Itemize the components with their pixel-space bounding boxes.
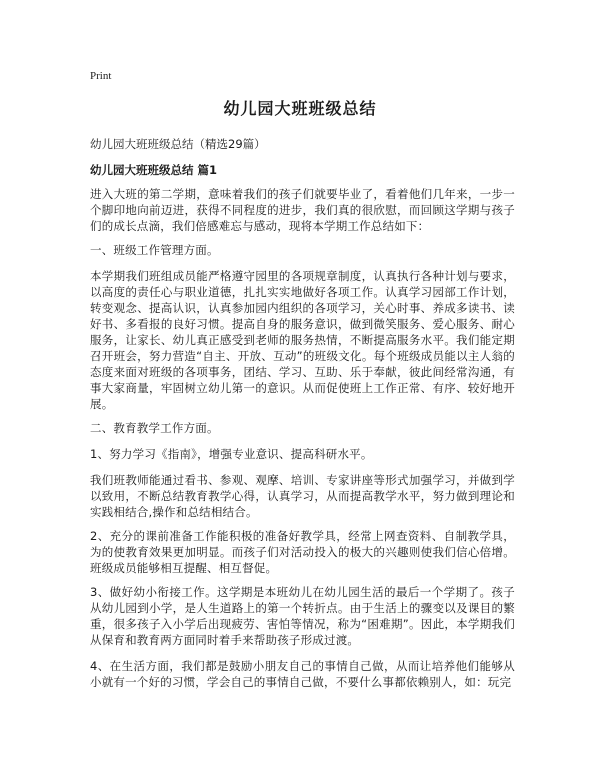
- print-label[interactable]: Print: [90, 70, 112, 82]
- heading-class-management: 一、班级工作管理方面。: [90, 243, 219, 257]
- document-subtitle: 幼儿园大班班级总结（精选29篇）: [90, 137, 266, 151]
- heading-teaching: 二、教育教学工作方面。: [90, 421, 219, 435]
- paragraph-study: 我们班教师能通过看书、参观、观摩、培训、专家讲座等形式加强学习，并做到学以致用，不断总结教育教学心得，认真学习，从而提高教学水平，努力做到理论和实践相结合,操作和总结相结合。: [90, 473, 515, 519]
- paragraph-class-management: 本学期我们班组成员能严格遵守园里的各项规章制度，认真执行各种计划与要求，以高度的责任心与职业道德，扎扎实实地做好各项工作。认真学习园部工作计划，转变观念、提高认识，认真参加园内组织的各项学习，关心时事、养成多读书、读好书、多看报的良好习惯。提高自身的服务意识，做到微笑服务、爱心服务、耐心服务，让家长、幼儿真正感受到老师的服务热情，不断提高服务水平。我们能定期召开班会，努力营造“自主、开放、互动”的班级文化。每个班级成员能以主人翁的态度来面对班级的各项事务，团结、学习、互助、乐于奉献，彼此间经常沟通，有事大家商量，牢固树立幼儿第一的意识。从而促使班上工作正常、有序、较好地开展。: [90, 269, 515, 411]
- paragraph-transition: 3、做好幼小衔接工作。这学期是本班幼儿在幼儿园生活的最后一个学期了。孩子从幼儿园到小学，是人生道路上的第一个转折点。由于生活上的骤变以及课目的繁重，很多孩子入小学后出现疲劳、害怕等情况，称为“困难期”。因此，本学期我们从保育和教育两方面同时着手来帮助孩子形成过渡。: [90, 585, 515, 647]
- paragraph-preparation: 2、充分的课前准备工作能积极的准备好教学具，经常上网查资料、自制教学具，为的使教育效果更加明显。而孩子们对活动投入的极大的兴趣则使我们信心倍增。班级成员能够相互提醒、相互督促。: [90, 529, 515, 575]
- heading-study-guide: 1、努力学习《指南》，增强专业意识、提高科研水平。: [90, 447, 373, 461]
- paragraph-life: 4、在生活方面，我们都是鼓励小朋友自己的事情自己做，从而让培养他们能够从小就有一个好的习惯，学会自己的事情自己做，不要什么事都依赖别人，如：玩完: [90, 659, 515, 689]
- section-heading: 幼儿园大班班级总结 篇1: [90, 163, 218, 177]
- document-title: 幼儿园大班班级总结: [223, 99, 377, 118]
- paragraph-intro: 进入大班的第二学期，意味着我们的孩子们就要毕业了，看着他们几年来，一步一个脚印地向前迈进，获得不同程度的进步，我们真的很欣慰，而回顾这学期与孩子们的成长点滴，我们倍感难忘与感动，现将本学期工作总结如下：: [90, 187, 515, 233]
